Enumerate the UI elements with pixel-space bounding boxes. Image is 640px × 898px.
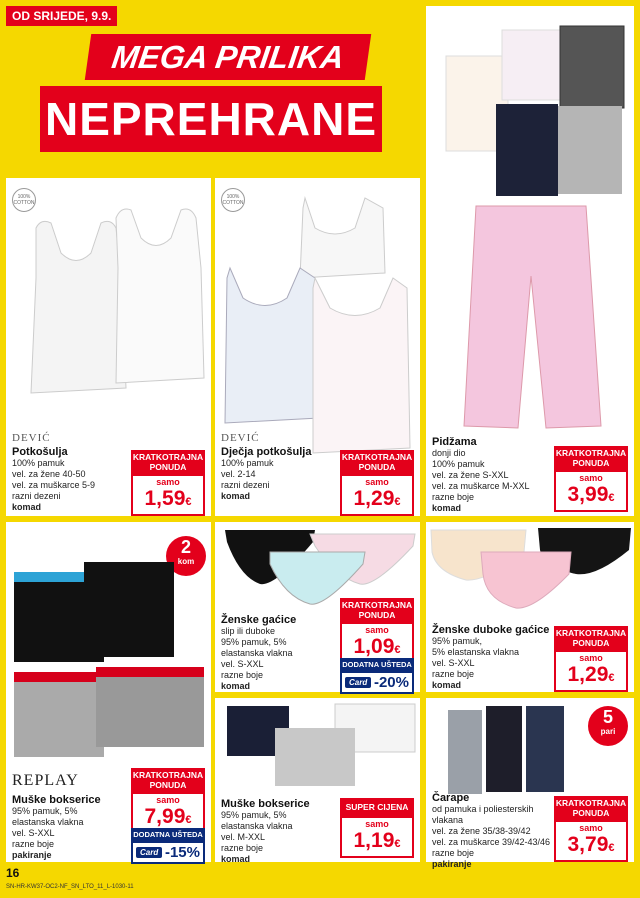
price: 1,59€ — [144, 487, 192, 510]
product-desc-3: vel. za muškarce 5-9 — [12, 480, 96, 490]
price-box-label: KRATKOTRAJNA PONUDA — [341, 600, 413, 620]
price: 3,99€ — [567, 483, 615, 506]
samo-label: samo — [156, 477, 180, 487]
product-name: Čarape — [432, 792, 470, 804]
price-box — [131, 768, 205, 834]
quantity-badge: 2 kom — [166, 536, 206, 576]
headline-neprehrane: NEPREHRANE — [40, 86, 382, 152]
product-card-zenske-gacice[interactable] — [215, 522, 420, 692]
extra-discount-box — [340, 658, 414, 694]
product-desc-4: razne boje — [12, 839, 55, 849]
product-card-pidzama[interactable] — [426, 6, 634, 516]
product-desc-2: 95% pamuk, 5% — [221, 637, 287, 647]
price: 1,29€ — [353, 487, 401, 510]
extra-discount-label: DODATNA UŠTEDA — [340, 658, 414, 671]
product-desc-1: 95% pamuk, — [432, 636, 483, 646]
product-desc-2: 5% elastanska vlakna — [432, 647, 520, 657]
boxers-image — [6, 522, 211, 762]
deep-panties-image — [426, 522, 634, 622]
product-name: Pidžama — [432, 436, 477, 448]
product-desc-2: vel. 2-14 — [221, 469, 256, 479]
product-desc-5: razne boje — [432, 848, 475, 858]
price-box — [340, 798, 414, 858]
extra-discount-value: -20% — [373, 674, 409, 691]
product-desc-3: elastanska vlakna — [221, 648, 293, 658]
price-box — [340, 450, 414, 516]
product-desc-3: vel. za žene S-XXL — [432, 470, 509, 480]
samo-label: samo — [365, 477, 389, 487]
product-desc-4: vel. S-XXL — [221, 659, 264, 669]
product-desc-2: vlakana — [432, 815, 464, 825]
plain-boxers-image — [215, 698, 420, 798]
catalog-code: SN-HR-KW37-OC2-NF_SN_LTO_11_L-1030-11 — [6, 884, 134, 890]
cotton-badge-icon: 100% COTTON — [12, 188, 36, 212]
product-unit: komad — [12, 502, 42, 512]
product-name: Muške bokserice — [221, 798, 310, 810]
product-name: Ženske duboke gaćice — [432, 624, 550, 636]
product-desc-3: razni dezeni — [221, 480, 270, 490]
product-unit: komad — [221, 491, 251, 501]
product-unit: pakiranje — [432, 859, 472, 869]
product-desc-5: razne boje — [221, 670, 264, 680]
brand-logo: DEVIĆ — [12, 432, 51, 444]
extra-discount-label: DODATNA UŠTEDA — [131, 828, 205, 841]
samo-label: samo — [365, 819, 389, 829]
price-box-label: KRATKOTRAJNA PONUDA — [341, 452, 413, 472]
product-unit: komad — [221, 681, 251, 691]
price: 1,19€ — [353, 829, 401, 852]
product-desc-1: 95% pamuk, 5% — [221, 810, 287, 820]
product-desc-4: razne boje — [221, 843, 264, 853]
price-box — [554, 626, 628, 692]
price-box — [340, 598, 414, 664]
product-desc-1: 100% pamuk — [221, 458, 274, 468]
product-desc-4: vel. za muškarce 39/42-43/46 — [432, 837, 551, 847]
card-logo-icon: Card — [345, 677, 371, 688]
extra-discount-value: -15% — [164, 844, 200, 861]
samo-label: samo — [365, 625, 389, 635]
product-unit: komad — [221, 854, 251, 864]
product-desc-4: razni dezeni — [12, 491, 61, 501]
price-box — [554, 796, 628, 862]
undershirt-image — [6, 178, 211, 418]
product-desc-2: elastanska vlakna — [221, 821, 293, 831]
product-desc-3: vel. za žene 35/38-39/42 — [432, 826, 531, 836]
extra-discount-box — [131, 828, 205, 864]
price-box-label: KRATKOTRAJNA PONUDA — [132, 452, 204, 472]
product-card-djecja-potkosulja[interactable] — [215, 178, 420, 516]
product-desc-1: 100% pamuk — [12, 458, 65, 468]
product-unit: komad — [432, 680, 462, 690]
product-desc-4: vel. za muškarce M-XXL — [432, 481, 530, 491]
product-desc-3: vel. M-XXL — [221, 832, 266, 842]
price: 1,29€ — [567, 663, 615, 686]
product-name: Ženske gaćice — [221, 614, 297, 626]
date-banner: OD SRIJEDE, 9.9. — [6, 6, 117, 26]
product-desc-2: vel. za žene 40-50 — [12, 469, 86, 479]
product-desc-1: 95% pamuk, 5% — [12, 806, 78, 816]
price-box-label: KRATKOTRAJNA PONUDA — [555, 448, 627, 468]
socks-image — [426, 698, 634, 798]
card-logo-icon: Card — [136, 847, 162, 858]
product-card-zenske-duboke-gacice[interactable] — [426, 522, 634, 692]
page-number: 16 — [6, 866, 20, 880]
cotton-badge-icon: 100% COTTON — [221, 188, 245, 212]
pajama-image — [426, 6, 634, 436]
product-desc-1: slip ili duboke — [221, 626, 276, 636]
price-box-label: SUPER CIJENA — [340, 798, 414, 816]
price: 3,79€ — [567, 833, 615, 856]
product-desc-1: donji dio — [432, 448, 466, 458]
samo-label: samo — [579, 473, 603, 483]
product-card-carape[interactable] — [426, 698, 634, 869]
samo-label: samo — [156, 795, 180, 805]
product-desc-1: od pamuka i poliesterskih — [432, 804, 534, 814]
product-desc-5: razne boje — [432, 492, 475, 502]
product-name: Potkošulja — [12, 446, 68, 458]
price: 7,99€ — [144, 805, 192, 828]
price-box-label: KRATKOTRAJNA PONUDA — [555, 798, 627, 818]
samo-label: samo — [579, 823, 603, 833]
headline-mega-prilika: MEGA PRILIKA — [85, 34, 371, 80]
price-box — [131, 450, 205, 516]
price-box — [554, 446, 628, 512]
brand-logo: DEVIĆ — [221, 432, 260, 444]
product-card-replay-boxers[interactable] — [6, 522, 211, 862]
product-name: Muške bokserice — [12, 794, 101, 806]
product-desc-3: vel. S-XXL — [12, 828, 55, 838]
brand-logo: REPLAY — [12, 772, 79, 789]
product-unit: pakiranje — [12, 850, 52, 860]
quantity-badge: 5 pari — [588, 706, 628, 746]
product-name: Dječja potkošulja — [221, 446, 312, 458]
product-desc-4: razne boje — [432, 669, 475, 679]
price-box-label: KRATKOTRAJNA PONUDA — [555, 628, 627, 648]
product-desc-2: elastanska vlakna — [12, 817, 84, 827]
product-unit: komad — [432, 503, 462, 513]
product-card-muske-bokserice[interactable] — [215, 698, 420, 862]
product-desc-3: vel. S-XXL — [432, 658, 475, 668]
price-box-label: KRATKOTRAJNA PONUDA — [132, 770, 204, 790]
product-desc-2: 100% pamuk — [432, 459, 485, 469]
product-card-potkosulja[interactable] — [6, 178, 211, 516]
kids-undershirt-image — [215, 178, 420, 418]
samo-label: samo — [579, 653, 603, 663]
price: 1,09€ — [353, 635, 401, 658]
